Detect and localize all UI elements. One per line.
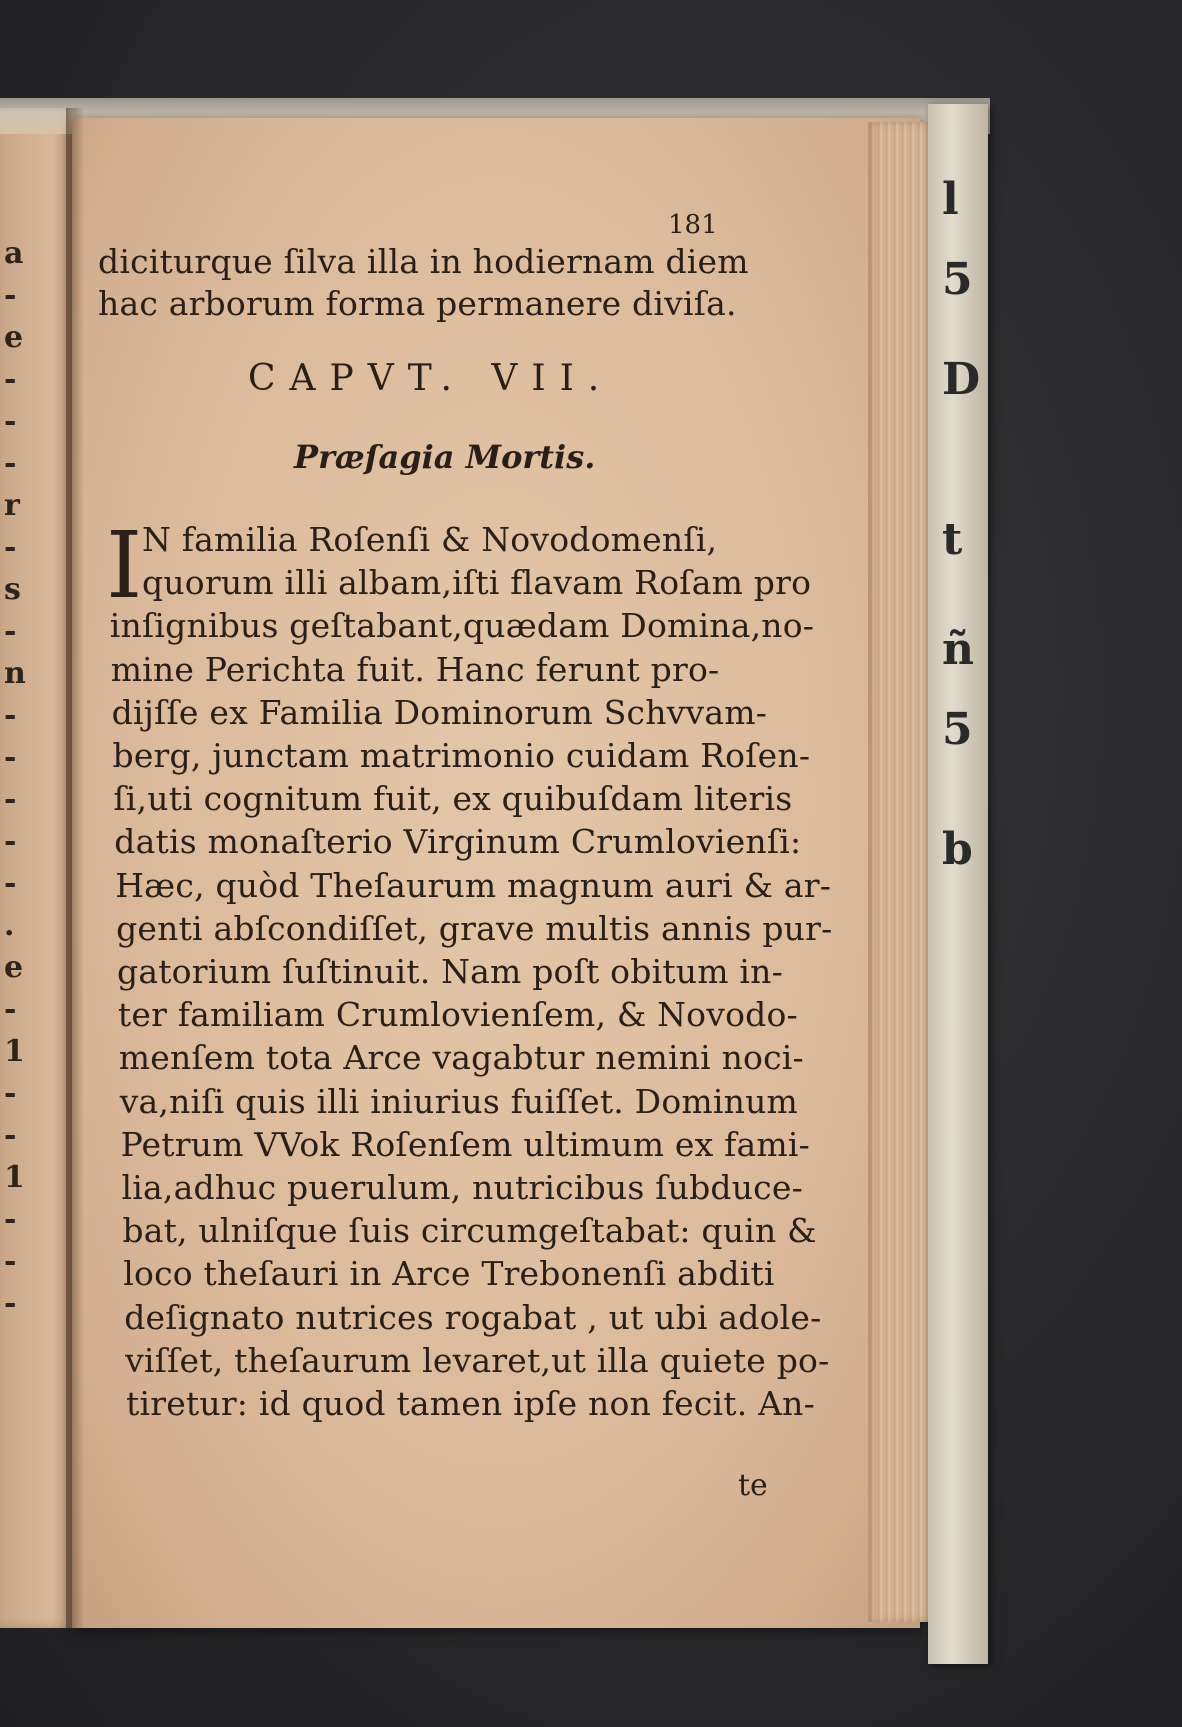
body-line: quorum illi albam,iſti flavam Roſam pro <box>142 563 812 603</box>
cover-letter: ñ <box>942 624 974 675</box>
previous-page-fragment: e <box>4 320 24 355</box>
catchword: te <box>738 1468 768 1503</box>
previous-page-fragment: - <box>4 866 17 901</box>
previous-page-fragment: s <box>4 572 21 607</box>
cover-letter: 5 <box>942 704 973 755</box>
previous-page-fragment: - <box>4 740 17 775</box>
cover-letter: D <box>942 354 981 405</box>
text-line: diciturque ſilva illa in hodiernam diem <box>98 242 749 281</box>
previous-page-fragment: - <box>4 782 17 817</box>
body-line: Hæc, quòd Theſaurum magnum auri & ar- <box>115 865 832 905</box>
previous-page-fragment: - <box>4 992 17 1027</box>
body-line: deſignato nutrices rogabat , ut ubi adole- <box>124 1297 822 1337</box>
body-line: datis monaſterio Virginum Crumlovienſi: <box>114 822 802 862</box>
body-line: loco theſauri in Arce Trebonenſi abditi <box>123 1254 775 1294</box>
previous-page-fragment: - <box>4 614 17 649</box>
previous-page-fragment: - <box>4 1118 17 1153</box>
previous-page-edge <box>0 108 74 1628</box>
previous-page-fragment: - <box>4 362 17 397</box>
previous-page-fragment: - <box>4 530 17 565</box>
body-line: genti abſcondiſſet, grave multis annis pur- <box>116 908 833 948</box>
body-line: mine Perichta fuit. Hanc ferunt pro- <box>110 649 720 689</box>
previous-page-fragment: - <box>4 404 17 439</box>
previous-page-fragment: - <box>4 1202 17 1237</box>
body-line: va,niſi quis illi iniurius fuiſſet. Dominum <box>119 1081 799 1121</box>
previous-page-fragment: n <box>4 656 26 691</box>
previous-page-fragment: 1 <box>4 1160 25 1195</box>
folio-number: 181 <box>668 210 718 240</box>
previous-page-fragment: - <box>4 1076 17 1111</box>
previous-page-fragment: r <box>4 488 20 523</box>
gutter-shadow <box>66 108 84 1628</box>
body-line: gatorium ſuſtinuit. Nam poſt obitum in- <box>117 952 783 991</box>
body-line: bat, ulniſque ſuis circumgeſtabat: quin & <box>122 1211 817 1251</box>
previous-page-fragment: 1 <box>4 1034 25 1069</box>
body-line: berg, junctam matrimonio cuidam Roſen- <box>112 736 811 775</box>
cover-letter: b <box>942 824 973 875</box>
body-line: N familia Roſenſi & Novodomenſi, <box>142 520 718 559</box>
previous-page-fragment: - <box>4 824 17 859</box>
page-block-edges <box>868 122 930 1622</box>
previous-page-fragment: - <box>4 446 17 481</box>
cover-lettering <box>928 104 988 1664</box>
body-line: viſſet, theſaurum levaret,ut illa quiete po- <box>125 1340 830 1380</box>
previous-page-fragment: . <box>4 908 15 943</box>
body-line: dijſſe ex Familia Dominorum Schvvam- <box>111 692 768 732</box>
body-line: lia,adhuc puerulum, nutricibus ſubduce- <box>121 1168 803 1207</box>
drop-cap: I <box>106 512 143 619</box>
previous-page-fragment: - <box>4 278 17 313</box>
body-line: menſem tota Arce vagabtur nemini noci- <box>118 1038 804 1078</box>
previous-page-fragment: - <box>4 698 17 733</box>
book-cover-edge <box>928 104 988 1664</box>
cover-letter: 5 <box>942 254 973 305</box>
body-line: ſi,uti cognitum fuit, ex quibuſdam literis <box>113 779 793 819</box>
body-line: Petrum VVok Roſenſem ultimum ex fami- <box>120 1124 811 1164</box>
text-line: hac arborum forma permanere diviſa. <box>98 284 737 323</box>
previous-page-text-fragments <box>0 108 40 1628</box>
chapter-heading: CAPVT. VII. <box>248 358 614 399</box>
previous-page-fragment: - <box>4 1286 17 1321</box>
previous-page-fragment: - <box>4 1244 17 1279</box>
cover-letter: t <box>942 514 963 565</box>
body-line: inſignibus geſtabant,quædam Domina,no- <box>109 606 815 646</box>
previous-page-fragment: a <box>4 236 24 271</box>
previous-page-fragment: e <box>4 950 24 985</box>
cover-letter: l <box>942 174 959 225</box>
body-line: tiretur: id quod tamen ipſe non fecit. An- <box>126 1384 815 1423</box>
chapter-title: Præſagia Mortis. <box>294 438 596 476</box>
body-line: ter familiam Crumlovienſem, & Novodo- <box>117 995 798 1035</box>
